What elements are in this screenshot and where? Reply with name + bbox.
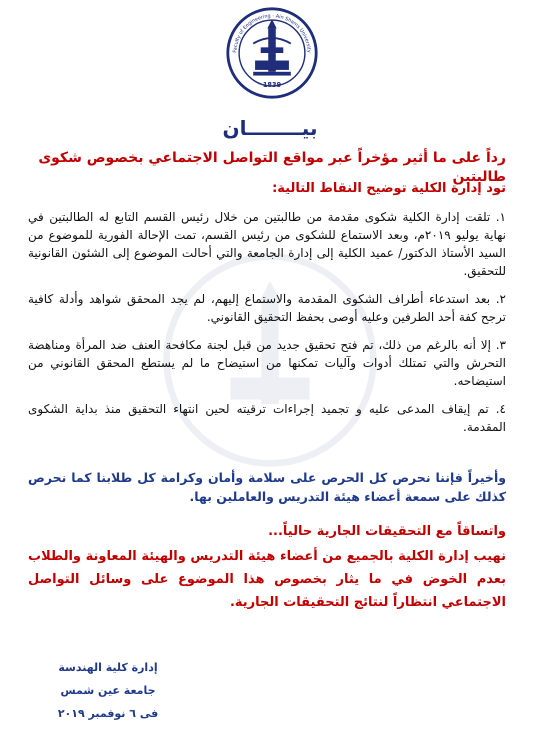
signature-line-university: جامعة عين شمس	[60, 684, 156, 697]
seal-year: 1839	[262, 80, 282, 89]
consistency-line: واتساقاً مع التحقيقات الجارية حالياً...	[268, 524, 506, 539]
faculty-seal-icon	[225, 6, 319, 100]
closing-paragraph: وأخيراً فإننا نحرص كل الحرص على سلامة وأمان وكرامة كل طلابنا كما نحرص كذلك على سمعة أعضاء هيئة التدريس والعاملين بها.	[28, 470, 506, 504]
seal-ring-text: Faculty of Engineering - Ain Shams University	[232, 13, 312, 53]
point-item: ٣. إلا أنه بالرغم من ذلك، تم فتح تحقيق جديد من قبل لجنة مكافحة العنف ضد المرأة ومناهضة التحرش والتي تمتلك أدوات وآليات تمكنها من استيضاح ما لم يستطع المحقق القانوني من استيضاحه.	[28, 338, 506, 388]
document-title: بيــــــــان	[222, 116, 318, 140]
signature-block	[48, 656, 168, 725]
points-list	[28, 208, 506, 446]
point-item: ١. تلقت إدارة الكلية شكوى مقدمة من طالبتين من خلال رئيس القسم التابع له الطالبتين في نهاية يوليو ٢٠١٩م، وبعد الاستماع للشكوى من رئيس القسم، تمت الإحالة الفورية للموضوع من السيد الأستاذ الدكتور/ عميد الكلية إلى إدارة الجامعة والتي أحالت الموضوع إلى الشئون القانونية للتحقيق.	[28, 210, 506, 278]
point-item: ٤. تم إيقاف المدعى عليه و تجميد إجراءات ترقيته لحين انتهاء التحقيق منذ بداية الشكوى المقدمة.	[28, 402, 506, 434]
point-item: ٢. بعد استدعاء أطراف الشكوى المقدمة والاستماع إليهم، لم يجد المحقق شواهد وأدلة كافية ترجح كفة أحد الطرفين وعليه أوصى بحفظ التحقيق القانوني.	[28, 292, 506, 324]
statement-intro: تود إدارة الكلية توضيح النقاط التالية:	[272, 181, 506, 196]
appeal-paragraph: نهيب إدارة الكلية بالجميع من أعضاء هيئة التدريس والهيئة المعاونة والطلاب بعدم الخوض في ما يثار بخصوص هذا الموضوع على وسائل التواصل الاجتماعي انتظاراً لنتائج التحقيقات الجارية.	[28, 549, 506, 610]
statement-headline: رداً على ما أثير مؤخراً عبر مواقع التواصل الاجتماعي بخصوص شكوى طالبتين	[38, 150, 506, 185]
signature-line-administration: إدارة كلية الهندسة	[58, 661, 158, 674]
signature-line-date: فى ٦ نوفمبر ٢٠١٩	[57, 707, 159, 720]
